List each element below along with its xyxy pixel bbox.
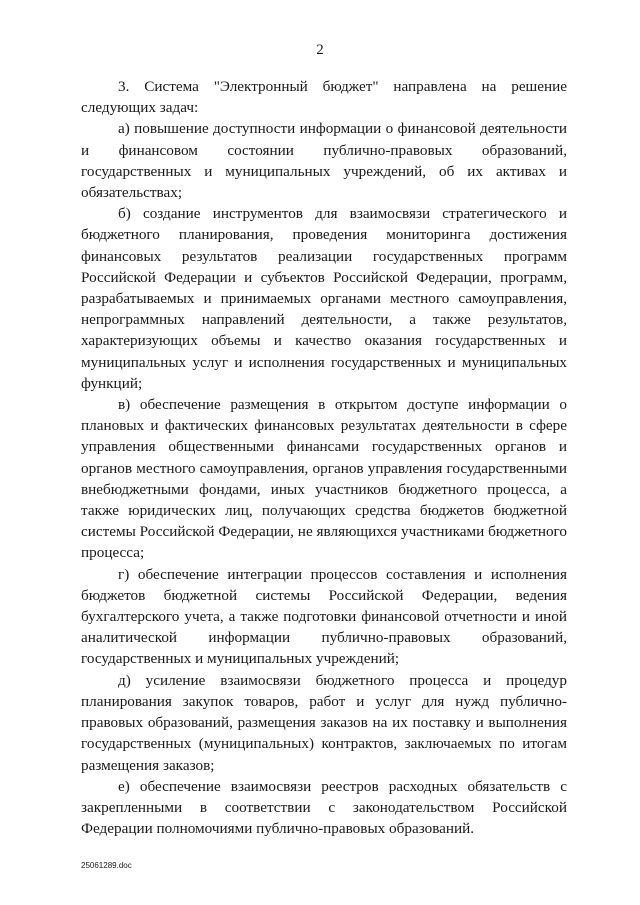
paragraph-item-d: д) усиление взаимосвязи бюджетного процесса и процедур планирования закупок товаров, работ и услуг для нужд публично-правовых образований, размещения заказов на их поставку и выполнения государственных (муниципальных) контрактов, заключаемых по итогам размещения заказов; xyxy=(81,671,567,774)
paragraph-item-v: в) обеспечение размещения в открытом доступе информации о плановых и фактических финансовых результатах деятельности в сфере управления общественными финансами государственных органов и органов местного самоуправления, органов управления государственными внебюджетными фондами, иных участников бюджетного процесса, а также юридических лиц, получающих средства бюджетов бюджетной системы Российской Федерации, не являющихся участниками бюджетного процесса; xyxy=(81,396,567,562)
paragraph-item-g: г) обеспечение интеграции процессов составления и исполнения бюджетов бюджетной системы Российской Федерации, ведения бухгалтерского учета, а также подготовки финансовой отчетности и иной аналитической информации публично-правовых образований, государственных и муниципальных учреждений; xyxy=(81,565,567,668)
footer-file-code: 25061289.doc xyxy=(81,861,132,870)
document-body xyxy=(81,76,567,839)
paragraph-item-e: е) обеспечение взаимосвязи реестров расходных обязательств с закрепленными в соответствии с законодательством Российской Федерации полномочиями публично-правовых образований. xyxy=(81,777,567,838)
paragraph-item-a: а) повышение доступности информации о финансовой деятельности и финансовом состоянии публично-правовых образований, государственных и муниципальных учреждений, об их активах и обязательствах; xyxy=(81,120,567,202)
page-number: 2 xyxy=(316,42,324,58)
paragraph-intro: 3. Система "Электронный бюджет" направлена на решение следующих задач: xyxy=(81,78,567,117)
paragraph-item-b: б) создание инструментов для взаимосвязи стратегического и бюджетного планирования, проведения мониторинга достижения финансовых результатов реализации государственных программ Российской Федерации и субъектов Российской Федерации, программ, разрабатываемых и принимаемых органами местного самоуправления, непрограммных направлений деятельности, а также результатов, характеризующих объемы и качество оказания государственных и муниципальных услуг и исполнения государственных и муниципальных функций; xyxy=(81,205,567,392)
